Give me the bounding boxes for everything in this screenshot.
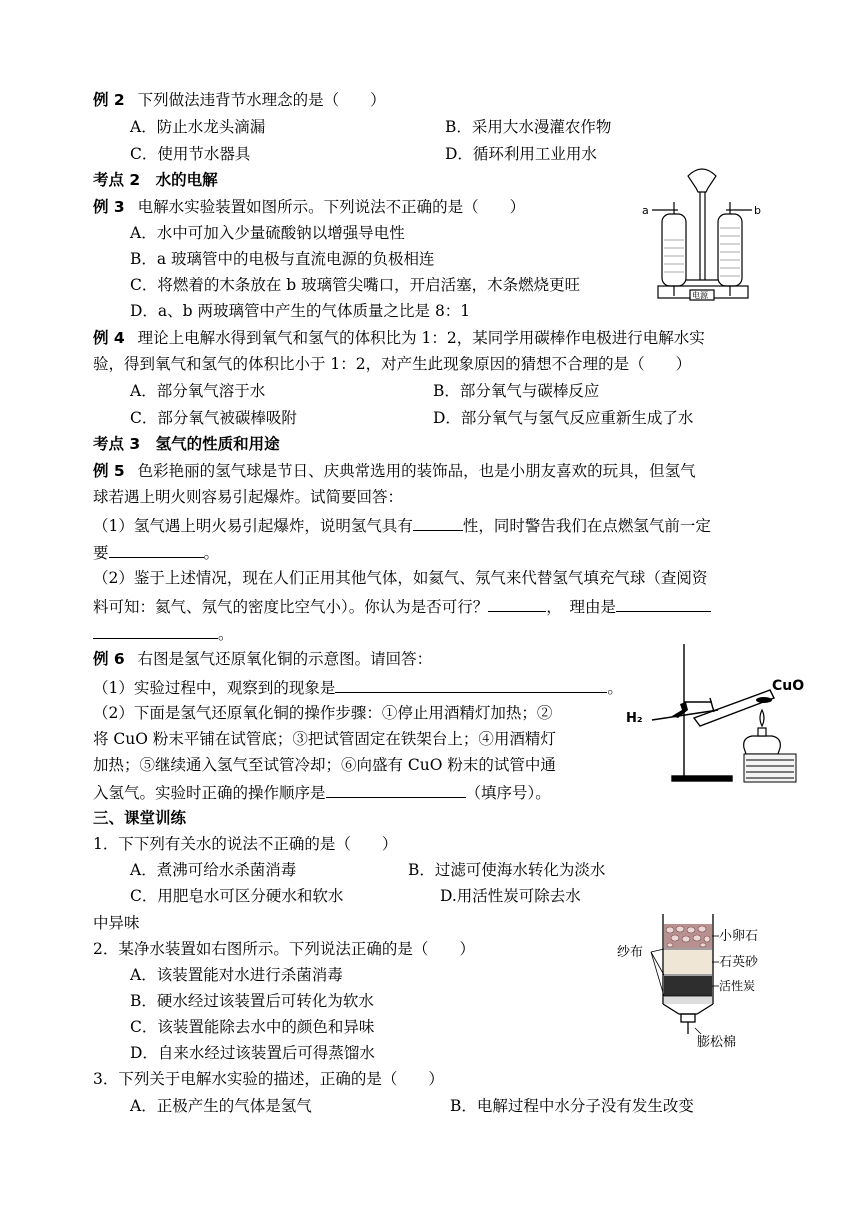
training-3-option-a: A．正极产生的气体是氢气 xyxy=(130,1097,312,1115)
training-2-option-b: B．硬水经过该装置后可转化为软水 xyxy=(130,992,374,1010)
example-5-part-1 xyxy=(93,514,711,536)
training-1-option-d-cont: 中异味 xyxy=(93,914,140,932)
training-2-question: 2．某净水装置如右图所示。下列说法正确的是（ ） xyxy=(93,940,475,958)
answer-blank[interactable] xyxy=(335,676,607,693)
example-4-stem-1: 理论上电解水得到氧气和氢气的体积比为 1：2，某同学用碳棒作电极进行电解水实 xyxy=(137,329,705,347)
training-1-question: 1．下下列有关水的说法不正确的是（ ） xyxy=(93,835,398,853)
example-3-option-a: A．水中可加入少量硫酸钠以增强导电性 xyxy=(130,224,405,242)
example-6-part-2-text-b: 将 CuO 粉末平铺在试管底；③把试管固定在铁架台上；④用酒精灯 xyxy=(93,730,556,748)
answer-blank[interactable] xyxy=(413,514,463,531)
training-3-option-b: B．电解过程中水分子没有发生改变 xyxy=(450,1097,694,1115)
answer-blank[interactable] xyxy=(109,541,204,558)
example-6-part-1 xyxy=(93,676,623,698)
example-6-stem: 右图是氢气还原氧化铜的示意图。请回答： xyxy=(137,650,433,668)
training-1-option-c: C．用肥皂水可区分硬水和软水 xyxy=(130,887,344,905)
example-2-option-a: A．防止水龙头滴漏 xyxy=(130,118,266,136)
electrode-a-label: a xyxy=(642,204,649,217)
example-2-option-d: D．循环利用工业用水 xyxy=(445,145,597,163)
example-6-number: 例 6 xyxy=(93,650,125,668)
example-5-stem-2: 球若遇上明火则容易引起爆炸。试简要回答： xyxy=(93,488,404,506)
example-4-question-line1 xyxy=(93,328,705,348)
example-4-number: 例 4 xyxy=(93,329,125,347)
example-5-number: 例 5 xyxy=(93,462,125,480)
section-3-title: 三、课堂训练 xyxy=(93,809,187,827)
training-3-question: 3．下列关于电解水实验的描述，正确的是（ ） xyxy=(93,1070,444,1088)
answer-blank[interactable] xyxy=(616,595,711,612)
example-2-question xyxy=(93,90,386,110)
electrode-b-label: b xyxy=(754,204,761,217)
example-5-part-2-cont xyxy=(93,622,234,644)
example-5-part-2-text-d: 。 xyxy=(218,625,234,643)
training-1-option-b: B．过滤可使海水转化为淡水 xyxy=(408,861,606,879)
water-purifier-figure xyxy=(615,912,780,1052)
example-5-stem-1: 色彩艳丽的氢气球是节日、庆典常选用的装饰品，也是小朋友喜欢的玩具，但氢气 xyxy=(137,462,696,480)
example-5-part-1-text-c: 要 xyxy=(93,544,109,562)
activated-carbon-label: 活性炭 xyxy=(719,979,756,993)
example-5-question-line1 xyxy=(93,461,696,481)
example-4-stem-2: 验，得到氧气和氢气的体积比小于 1：2，对产生此现象原因的猜想不合理的是（ ） xyxy=(93,355,692,373)
quartz-sand-label: 石英砂 xyxy=(719,955,759,970)
cuo-label: CuO xyxy=(772,678,805,694)
training-1-option-a: A．煮沸可给水杀菌消毒 xyxy=(130,861,297,879)
h2-label: H₂ xyxy=(626,711,643,726)
example-6-part-1-text-b: 。 xyxy=(607,679,623,697)
answer-blank[interactable] xyxy=(326,781,466,798)
example-4-option-a: A．部分氧气溶于水 xyxy=(130,382,266,400)
example-2-option-b: B．采用大水漫灌农作物 xyxy=(445,118,612,136)
pebble-label: 小卵石 xyxy=(719,929,759,944)
example-6-part-2-text-a: （2）下面是氢气还原氧化铜的操作步骤：①停止用酒精灯加热；② xyxy=(93,704,553,722)
gauze-label: 纱布 xyxy=(617,945,644,960)
answer-blank[interactable] xyxy=(488,595,546,612)
example-5-part-1-text-d: 。 xyxy=(203,544,220,562)
training-2-option-a: A．该装置能对水进行杀菌消毒 xyxy=(130,966,343,984)
example-4-option-b: B．部分氧气与碳棒反应 xyxy=(433,382,600,400)
example-3-option-d: D．a、b 两玻璃管中产生的气体质量之比是 8：1 xyxy=(130,302,471,320)
example-2-number: 例 2 xyxy=(93,91,125,109)
example-2-option-c: C．使用节水器具 xyxy=(130,145,251,163)
training-1-option-d: D.用活性炭可除去水 xyxy=(440,887,581,905)
power-source-label: 电源 xyxy=(692,291,708,300)
example-2-stem: 下列做法违背节水理念的是（ ） xyxy=(137,91,386,109)
example-6-question xyxy=(93,649,432,669)
training-2-option-c: C．该装置能除去水中的颜色和异味 xyxy=(130,1018,375,1036)
example-6-part-2-cont xyxy=(93,781,551,803)
example-4-option-d: D．部分氧气与氢气反应重新生成了水 xyxy=(433,409,694,427)
example-5-part-2-text-a: （2）鉴于上述情况，现在人们正用其他气体，如氦气、氖气来代替氢气填充气球（查阅资 xyxy=(93,569,708,587)
example-6-part-2-text-c: 加热；⑤继续通入氢气至试管冷却；⑥向盛有 CuO 粉末的试管中通 xyxy=(93,756,556,774)
example-5-part-1-text-a: （1）氢气遇上明火易引起爆炸，说明氢气具有 xyxy=(93,517,413,535)
cotton-label: 膨松棉 xyxy=(697,1035,737,1050)
example-6-part-2-text-e: （填序号）。 xyxy=(465,784,551,802)
electrolysis-apparatus-figure xyxy=(640,162,775,312)
key-point-2-title: 水的电解 xyxy=(155,171,218,189)
training-2-option-d: D．自来水经过该装置后可得蒸馏水 xyxy=(130,1044,375,1062)
hydrogen-reduction-figure xyxy=(622,640,812,790)
example-5-part-2-text-c: ， 理由是 xyxy=(546,598,617,616)
key-point-3-heading xyxy=(93,434,280,454)
key-point-2-heading xyxy=(93,170,218,190)
example-5-part-2 xyxy=(93,595,711,617)
example-6-part-2-text-d: 入氢气。实验时正确的操作顺序是 xyxy=(93,784,326,802)
example-4-option-c: C．部分氧气被碳棒吸附 xyxy=(130,409,297,427)
key-point-2-number: 考点 2 xyxy=(93,171,141,189)
example-3-question xyxy=(93,197,525,217)
example-3-option-c: C．将燃着的木条放在 b 玻璃管尖嘴口，开启活塞，木条燃烧更旺 xyxy=(130,276,581,294)
example-3-number: 例 3 xyxy=(93,198,125,216)
example-3-stem: 电解水实验装置如图所示。下列说法不正确的是（ ） xyxy=(137,198,526,216)
example-3-option-b: B．a 玻璃管中的电极与直流电源的负极相连 xyxy=(130,250,435,268)
example-5-part-1-cont xyxy=(93,541,219,563)
key-point-3-title: 氢气的性质和用途 xyxy=(155,435,280,453)
example-5-part-1-text-b: 性，同时警告我们在点燃氢气前一定 xyxy=(462,517,711,535)
example-5-part-2-text-b: 料可知：氦气、氖气的密度比空气小）。你认为是否可行？ xyxy=(93,598,489,616)
answer-blank[interactable] xyxy=(93,622,218,639)
key-point-3-number: 考点 3 xyxy=(93,435,141,453)
example-6-part-1-text-a: （1）实验过程中，观察到的现象是 xyxy=(93,679,336,697)
